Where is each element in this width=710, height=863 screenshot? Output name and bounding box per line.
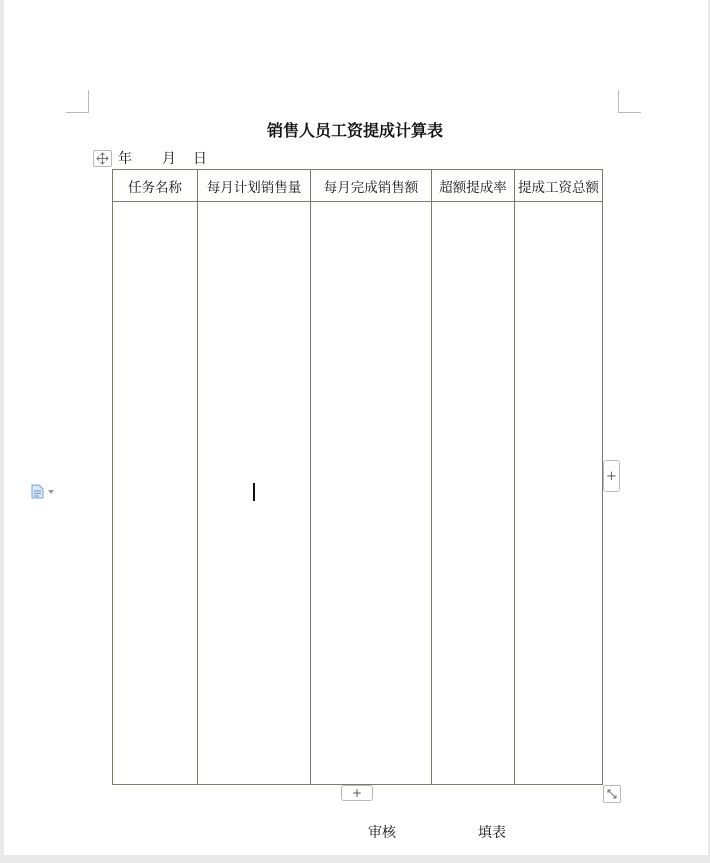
add-column-button[interactable]: + <box>603 460 620 492</box>
header-excess-commission-rate[interactable]: 超额提成率 <box>432 170 515 202</box>
table-cell-completed-sales[interactable] <box>311 202 432 785</box>
footer-fill-label[interactable]: 填表 <box>478 825 506 841</box>
table-cell-task-name[interactable] <box>113 202 198 785</box>
date-line[interactable] <box>118 148 207 168</box>
table-cell-total-commission[interactable] <box>515 202 603 785</box>
move-table-icon[interactable] <box>93 150 112 167</box>
document-title[interactable]: 销售人员工资提成计算表 <box>266 121 443 140</box>
resize-table-icon[interactable] <box>603 785 621 803</box>
page-corner-mark-top-right <box>618 90 641 113</box>
date-month-label: 月 <box>162 151 176 167</box>
header-task-name[interactable]: 任务名称 <box>113 170 198 202</box>
add-row-button[interactable]: + <box>341 785 373 801</box>
table-cell-commission-rate[interactable] <box>432 202 515 785</box>
salary-commission-table[interactable] <box>112 169 603 785</box>
header-monthly-completed-sales[interactable]: 每月完成销售额 <box>311 170 432 202</box>
table-header-row <box>113 170 603 202</box>
dropdown-arrow-icon[interactable] <box>48 490 54 494</box>
date-year-label: 年 <box>118 151 132 167</box>
table-row <box>113 202 603 785</box>
header-total-commission-salary[interactable]: 提成工资总额 <box>515 170 603 202</box>
header-monthly-planned-sales[interactable]: 每月计划销售量 <box>198 170 311 202</box>
text-cursor <box>253 483 255 501</box>
document-layout-icon[interactable] <box>31 484 44 499</box>
footer-review-label[interactable]: 审核 <box>368 825 396 841</box>
date-day-label: 日 <box>193 151 207 167</box>
document-layout-menu[interactable] <box>31 484 54 499</box>
page-corner-mark-top-left <box>66 90 89 113</box>
